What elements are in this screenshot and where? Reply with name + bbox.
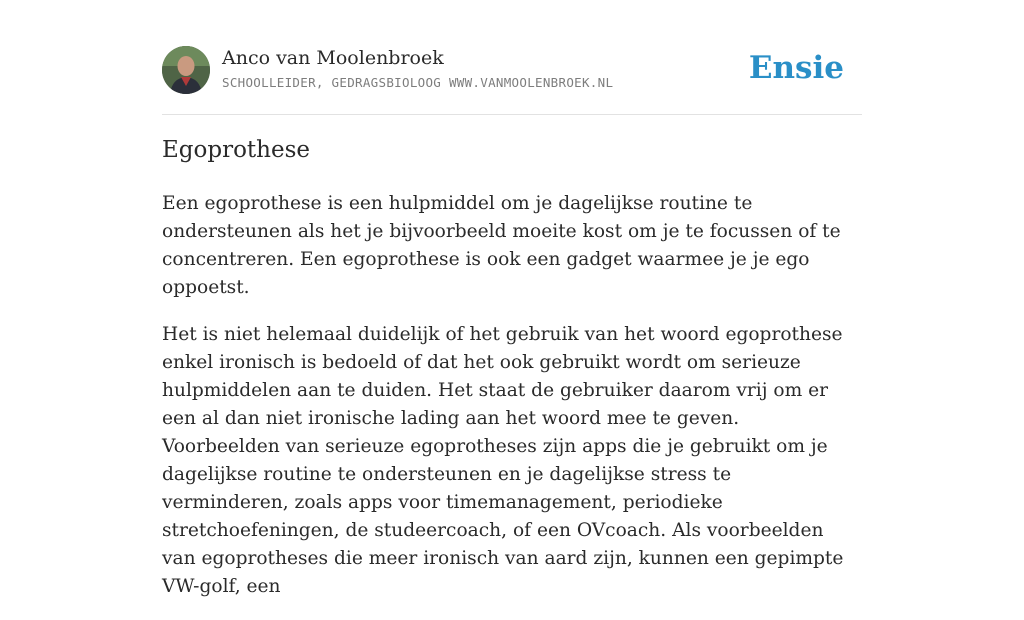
article-title: Egoprothese [162, 137, 311, 163]
ensie-logo[interactable]: Ensie [748, 50, 844, 86]
author-name[interactable]: Anco van Moolenbroek [222, 47, 444, 69]
article-body [162, 190, 862, 620]
author-header [162, 46, 862, 115]
author-bio: SCHOOLLEIDER, GEDRAGSBIOLOOG WWW.VANMOOLENBROEK.NL [222, 75, 614, 90]
avatar-photo-icon [162, 46, 210, 94]
article-paragraph: Een egoprothese is een hulpmiddel om je dagelijkse routine te ondersteunen als het je bijvoorbeeld moeite kost om je te focussen of te concentreren. Een egoprothese is ook een gadget waarmee je je ego oppoetst. [162, 193, 841, 298]
author-avatar[interactable] [162, 46, 210, 94]
article-paragraph: Het is niet helemaal duidelijk of het gebruik van het woord egoprothese enkel ironisch is bedoeld of dat het ook gebruikt wordt om serieuze hulpmiddelen aan te duiden. Het staat de gebruiker daarom vrij om er een al dan niet ironische lading aan het woord mee te geven. Voorbeelden van serieuze egoprotheses zijn apps die je gebruikt om je dagelijkse routine te ondersteunen en je dagelijkse stress te verminderen, zoals apps voor timemanagement, periodieke stretchoefeningen, de studeercoach, of een OVcoach. Als voorbeelden van egoprotheses die meer ironisch van aard zijn, kunnen een gepimpte VW-golf, een [162, 324, 844, 597]
